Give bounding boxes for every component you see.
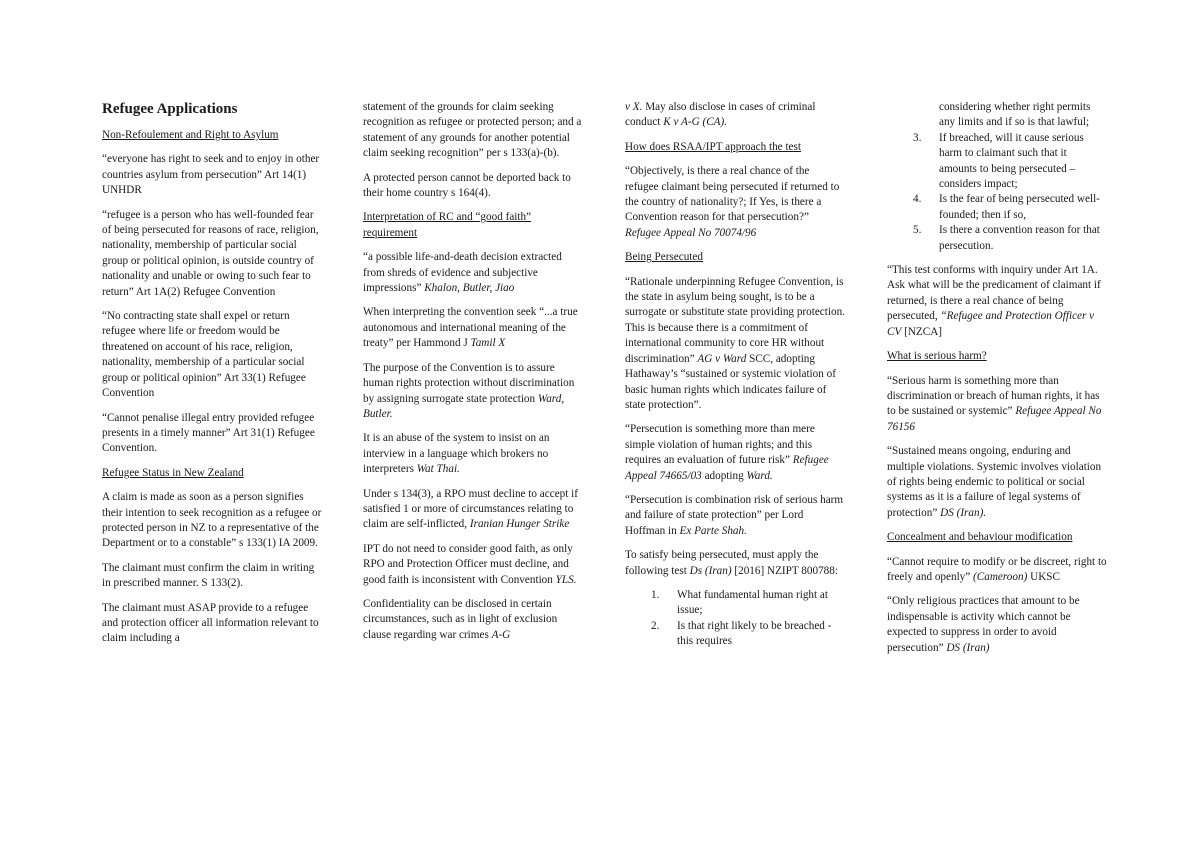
list-text: Is the fear of being persecuted well-founded; then if so, (939, 193, 1100, 221)
text: Confidentiality can be disclosed in certain circumstances, such as in light of exclusion clause regarding war crimes (363, 597, 558, 641)
test-list (625, 588, 845, 650)
paragraph: “Cannot penalise illegal entry provided refugee presents in a timely manner” Art 31(1) Refugee Convention. (102, 411, 315, 455)
paragraph (887, 263, 1107, 340)
text: “a possible life-and-death decision extracted from shreds of evidence and subjective impressions” (363, 251, 562, 295)
paragraph (363, 487, 583, 533)
paragraph (363, 305, 583, 351)
paragraph (625, 548, 845, 579)
list-number: 3. (913, 131, 922, 144)
section-heading-rsaa-approach: How does RSAA/IPT approach the test (625, 140, 801, 153)
list-item (625, 619, 845, 650)
list-text: If breached, will it cause serious harm to claimant such that it amounts to being persecuted – considers impact; (939, 131, 1084, 191)
text: UKSC (1027, 570, 1060, 583)
test-list-continued (887, 100, 1107, 254)
case-citation: Tamil X (470, 337, 506, 350)
section-heading-interpretation: Interpretation of RC and “good faith” requirement (363, 211, 532, 239)
paragraph: A protected person cannot be deported back to their home country s 164(4). (363, 171, 571, 200)
list-item (887, 131, 1107, 193)
case-citation: “Refugee and Protection Officer v CV (887, 310, 1095, 338)
text: It is an abuse of the system to insist on an interview in a language which brokers no interpreters (363, 432, 550, 476)
case-citation: Wat Thai. (416, 463, 460, 476)
text: “This test conforms with inquiry under Art 1A. Ask what will be the predicament of claimant if returned, is there a real chance of being persecuted, (887, 264, 1101, 323)
paragraph (887, 555, 1107, 586)
list-text: Is there a convention reason for that persecution. (939, 224, 1100, 252)
paragraph (625, 493, 845, 539)
case-citation: DS (Iran) (946, 641, 990, 654)
text: SCC, adopting Hathaway’s “sustained or systemic violation of basic human rights which indicates failure of state protection”. (625, 352, 836, 411)
paragraph: statement of the grounds for claim seeking recognition as refugee or protected person; and a statement of any grounds for another potential claim seeking recognition” per s 133(a)-(b). (363, 101, 582, 160)
case-citation: Khalon, Butler, Jiao (424, 282, 515, 295)
paragraph (887, 594, 1107, 656)
case-citation: Ward. (746, 469, 773, 482)
paragraph: A claim is made as soon as a person signifies their intention to seek recognition as a refugee or protected person in NZ to a representative of the Department or to a constable” s 133(1) IA 2009. (102, 491, 322, 550)
text: “Rationale underpinning Refugee Convention, is the state in asylum being sought, is to be a surrogate or substitute state providing protection. This is because there is a commitment of international community to core HR without discrimination” (625, 275, 845, 365)
list-number: 5. (913, 224, 922, 237)
column-1 (102, 100, 322, 656)
paragraph (625, 100, 845, 131)
paragraph (363, 597, 583, 643)
paragraph (363, 250, 583, 296)
text: “Persecution is something more than mere simple violation of human rights; and this requires an evaluation of future risk” (625, 423, 815, 467)
paragraph: “refugee is a person who has well-founded fear of being persecuted for reasons of race, religion, nationality, membership of particular social group or political opinion, is outside country of nationality and unable or owing to such fear to return” Art 1A(2) Refugee Convention (102, 208, 319, 298)
section-heading-concealment: Concealment and behaviour modification (887, 531, 1073, 544)
list-item (887, 192, 1107, 223)
case-citation: Refugee Appeal No 76156 (887, 405, 1102, 433)
case-citation: Ds (Iran) (689, 564, 732, 577)
text: “Only religious practices that amount to be indispensable is activity which cannot be expected to suppress in order to avoid persecution” (887, 595, 1080, 654)
paragraph (887, 374, 1107, 436)
case-citation: (Cameroon) (973, 570, 1028, 583)
paragraph (625, 275, 845, 414)
case-citation: Refugee Appeal 74665/03 (625, 454, 829, 482)
paragraph: The claimant must confirm the claim in writing in prescribed manner. S 133(2). (102, 561, 315, 590)
paragraph (887, 444, 1107, 521)
text: “Objectively, is there a real chance of the refugee claimant being persecuted if returned to the country of nationality?; If Yes, is there a Convention reason for that persecution?” (625, 165, 840, 224)
paragraph: “everyone has right to seek and to enjoy in other countries asylum from persecution” Art 14(1) UNHDR (102, 153, 320, 197)
list-number: 4. (913, 193, 922, 206)
list-number: 1. (651, 588, 660, 601)
paragraph: The claimant must ASAP provide to a refugee and protection officer all information relevant to claim including a (102, 601, 319, 645)
text: adopting (701, 469, 747, 482)
text: When interpreting the convention seek “...a true autonomous and international meaning of the treaty” per Hammond J (363, 306, 578, 350)
case-citation: Refugee Appeal No 70074/96 (625, 226, 757, 239)
case-citation: A-G (491, 628, 511, 641)
text: “Sustained means ongoing, enduring and multiple violations. Systemic involves violation of rights being endemic to political or social systems as it is a failure of legal systems of protection” (887, 445, 1102, 519)
text: Under s 134(3), a RPO must decline to accept if satisfied 1 or more of circumstances relating to claim are self-inflicted, (363, 487, 578, 531)
list-item (887, 223, 1107, 254)
list-item (625, 588, 845, 619)
paragraph (363, 431, 583, 477)
text: “Cannot require to modify or be discreet, right to freely and openly” (887, 555, 1107, 583)
case-citation: Ward, Butler. (363, 392, 565, 420)
paragraph (625, 422, 845, 484)
section-heading-serious-harm: What is serious harm? (887, 350, 987, 363)
column-3 (625, 100, 845, 659)
section-heading-refugee-status-nz: Refugee Status in New Zealand (102, 466, 244, 479)
list-text: What fundamental human right at issue; (677, 588, 828, 617)
case-citation: K v A-G (CA). (663, 116, 728, 129)
list-text: Is that right likely to be breached - this requires (677, 619, 832, 648)
paragraph (625, 164, 845, 241)
paragraph (363, 361, 583, 423)
case-citation: YLS. (555, 573, 577, 586)
text: “Serious harm is something more than discrimination or breach of human rights, it has to be sustained or systemic” (887, 374, 1100, 418)
case-citation: DS (Iran). (940, 506, 987, 519)
text: [2016] NZIPT 800788: (731, 564, 838, 577)
text: The purpose of the Convention is to assure human rights protection without discrimination by assigning surrogate state protection (363, 361, 575, 405)
paragraph: “No contracting state shall expel or return refugee where life or freedom would be threatened on account of his race, religion, nationality, membership of a particular social group or political opinion” Art 33(1) Refugee Convention (102, 310, 306, 400)
case-citation: Iranian Hunger Strike (469, 518, 570, 531)
list-text: considering whether right permits any limits and if so is that lawful; (939, 101, 1091, 129)
text: “Persecution is combination risk of serious harm and failure of state protection” per Lord Hoffman in (625, 493, 844, 537)
column-2 (363, 100, 583, 652)
list-item (887, 100, 1107, 131)
document-title: Refugee Applications (102, 101, 238, 117)
list-number: 2. (651, 619, 660, 632)
text: [NZCA] (901, 325, 942, 338)
text: IPT do not need to consider good faith, as only RPO and Protection Officer must decline, and good faith is inconsistent with Convention (363, 542, 573, 586)
case-citation: Ex Parte Shah. (679, 524, 747, 537)
section-heading-non-refoulement: Non-Refoulement and Right to Asylum (102, 129, 279, 141)
text: May also disclose in cases of criminal conduct (625, 101, 816, 129)
column-4 (887, 100, 1107, 665)
section-heading-being-persecuted: Being Persecuted (625, 251, 703, 264)
text: To satisfy being persecuted, must apply the following test (625, 549, 819, 577)
case-citation: AG v Ward (697, 352, 747, 365)
case-citation: v X. (625, 101, 643, 113)
paragraph (363, 542, 583, 588)
